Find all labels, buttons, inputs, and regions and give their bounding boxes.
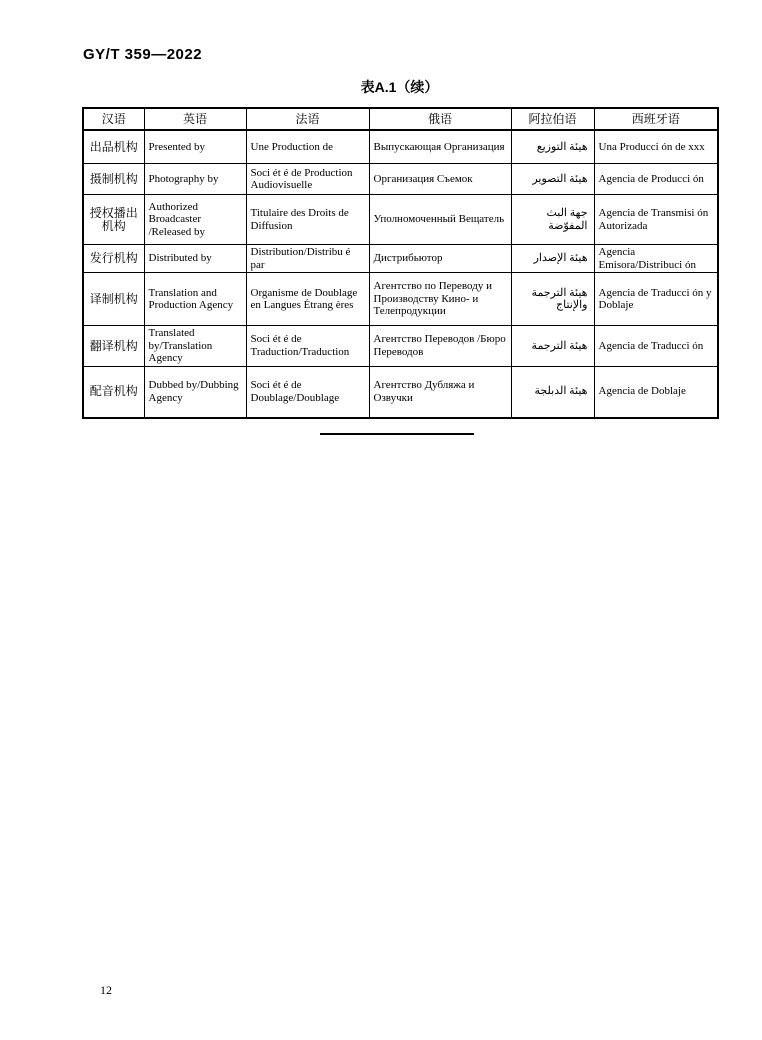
cell-arabic: هيئة الدبلجة	[511, 366, 594, 418]
cell-spanish: Agencia Emisora/Distribuci ón	[594, 245, 718, 273]
translation-table	[82, 107, 719, 419]
table-title: 表A.1（续）	[360, 79, 439, 95]
cell-french: Soci ét é de Traduction/Traduction	[246, 326, 369, 367]
cell-chinese: 发行机构	[83, 245, 144, 273]
cell-french: Soci ét é de Production Audiovisuelle	[246, 164, 369, 195]
cell-chinese: 授权播出机构	[83, 195, 144, 245]
column-header-english: 英语	[144, 108, 246, 130]
column-header-russian: 俄语	[369, 108, 511, 130]
cell-spanish: Agencia de Transmisi ón Autorizada	[594, 195, 718, 245]
table-row	[83, 273, 718, 326]
cell-arabic: هيئة الترجمة	[511, 326, 594, 367]
table-row	[83, 245, 718, 273]
cell-french: Une Production de	[246, 130, 369, 164]
page-number: 12	[100, 983, 112, 997]
cell-arabic: هيئة الترجمة والإنتاج	[511, 273, 594, 326]
column-header-arabic: 阿拉伯语	[511, 108, 594, 130]
cell-chinese: 摄制机构	[83, 164, 144, 195]
cell-english: Authorized Broadcaster /Released by	[144, 195, 246, 245]
cell-english: Presented by	[144, 130, 246, 164]
header-row	[83, 108, 718, 130]
table-row	[83, 130, 718, 164]
cell-russian: Дистрибьютор	[369, 245, 511, 273]
cell-russian: Организация Съемок	[369, 164, 511, 195]
cell-russian: Уполномоченный Вещатель	[369, 195, 511, 245]
cell-english: Dubbed by/Dubbing Agency	[144, 366, 246, 418]
doc-code: GY/T 359—2022	[83, 46, 203, 63]
cell-french: Soci ét é de Doublage/Doublage	[246, 366, 369, 418]
cell-chinese: 译制机构	[83, 273, 144, 326]
column-header-spanish: 西班牙语	[594, 108, 718, 130]
cell-chinese: 翻译机构	[83, 326, 144, 367]
cell-spanish: Agencia de Producci ón	[594, 164, 718, 195]
table-row	[83, 366, 718, 418]
cell-arabic: هيئة التوزيع	[511, 130, 594, 164]
cell-french: Organisme de Doublage en Langues Étrang ères	[246, 273, 369, 326]
cell-spanish: Una Producci ón de xxx	[594, 130, 718, 164]
cell-russian: Агентство Переводов /Бюро Переводов	[369, 326, 511, 367]
cell-chinese: 出品机构	[83, 130, 144, 164]
end-of-text-rule	[320, 433, 474, 435]
cell-arabic: جهة البث المفوّضة	[511, 195, 594, 245]
column-header-french: 法语	[246, 108, 369, 130]
cell-french: Distribution/Distribu é par	[246, 245, 369, 273]
cell-english: Translation and Production Agency	[144, 273, 246, 326]
table-row	[83, 326, 718, 367]
cell-spanish: Agencia de Doblaje	[594, 366, 718, 418]
cell-spanish: Agencia de Traducci ón y Doblaje	[594, 273, 718, 326]
cell-russian: Выпускающая Организация	[369, 130, 511, 164]
cell-english: Translated by/Translation Agency	[144, 326, 246, 367]
cell-chinese: 配音机构	[83, 366, 144, 418]
cell-russian: Агентство по Переводу и Производству Кино- и Телепродукции	[369, 273, 511, 326]
cell-russian: Агентство Дубляжа и Озвучки	[369, 366, 511, 418]
cell-french: Titulaire des Droits de Diffusion	[246, 195, 369, 245]
cell-arabic: هيئة التصوير	[511, 164, 594, 195]
cell-english: Photography by	[144, 164, 246, 195]
cell-english: Distributed by	[144, 245, 246, 273]
cell-arabic: هيئة الإصدار	[511, 245, 594, 273]
column-header-chinese: 汉语	[83, 108, 144, 130]
cell-spanish: Agencia de Traducci ón	[594, 326, 718, 367]
table-row	[83, 164, 718, 195]
table-row	[83, 195, 718, 245]
